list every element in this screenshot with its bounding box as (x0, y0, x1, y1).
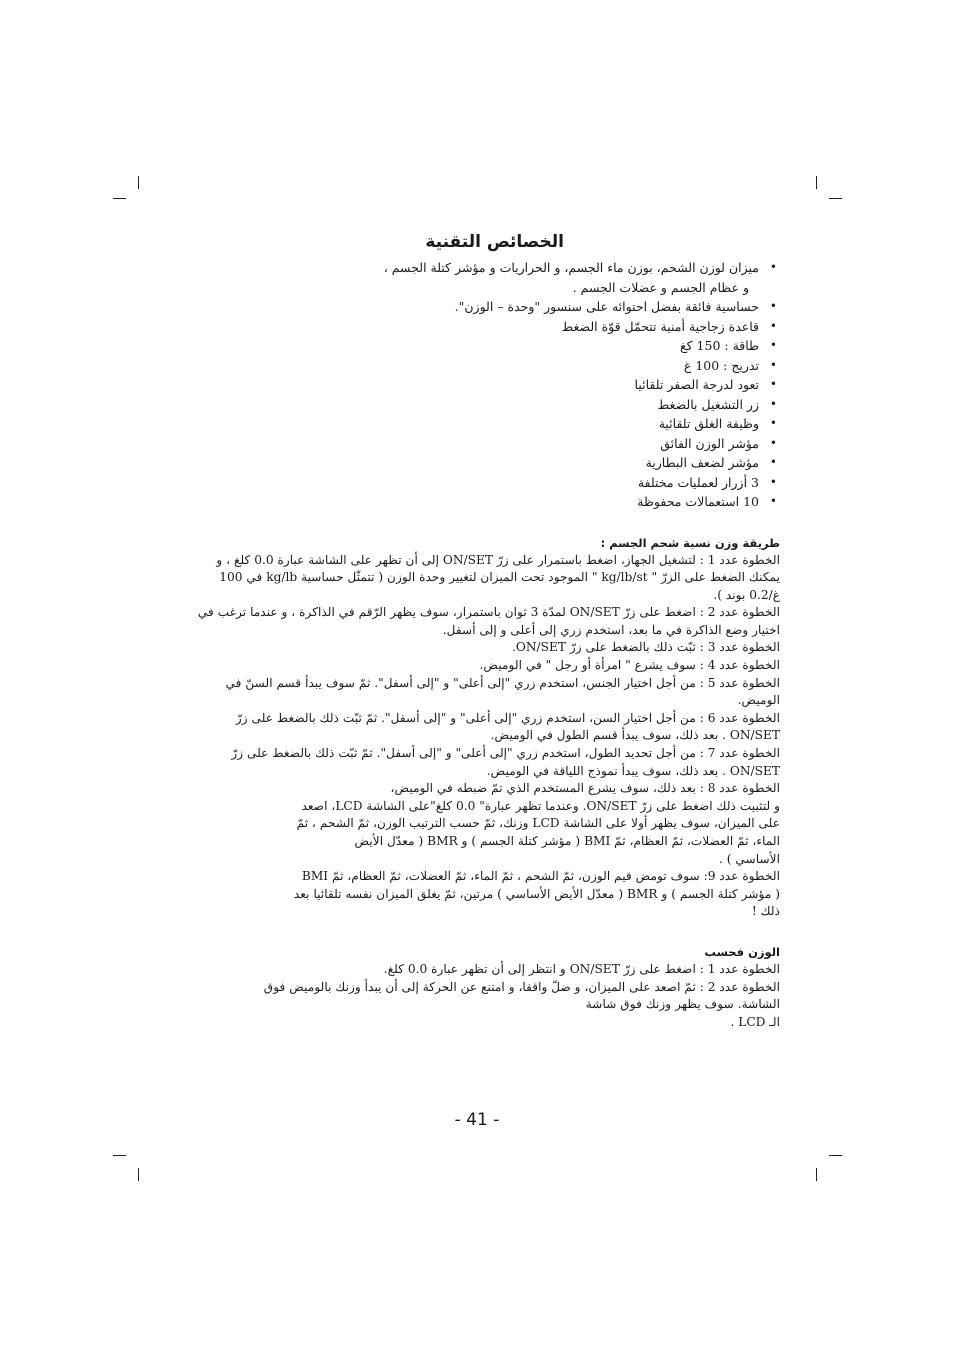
text-line: ذلك ! (751, 904, 780, 919)
crop-mark-bottom-left-vertical (138, 1168, 139, 1181)
text-line: و لتثبيت ذلك اضغط على زرّ ON/SET. وعندما تظهر عبارة" 0.0 كلغ"على الشاشة LCD، اصعد (301, 798, 780, 813)
page-content (190, 232, 780, 1031)
page-number: - 41 - (454, 1110, 500, 1130)
feature-item: • زر التشغيل بالضغط (190, 395, 780, 415)
text-line: الخطوة عدد 4 : سوف يشرع " امرأة أو رجل " في الوميض. (479, 658, 780, 673)
crop-mark-top-right-horizontal (829, 198, 842, 199)
section-weight-only-text (190, 961, 780, 1031)
crop-mark-top-right-vertical (816, 176, 817, 189)
feature-continuation: و عظام الجسم و عضلات الجسم . (572, 279, 749, 295)
crop-mark-bottom-left-horizontal (113, 1155, 126, 1156)
text-line: الشاشة. سوف يظهر وزنك فوق شاشة (585, 997, 780, 1012)
crop-mark-top-left-horizontal (113, 198, 126, 199)
text-line: الخطوة عدد 1 : لتشغيل الجهاز، اضغط باستمرار على زرّ ON/SET إلى أن تظهر على الشاشة عبارة 0.0 كلغ ، و (216, 552, 780, 567)
text-line: على الميزان، سوف يظهر أولا على الشاشة LCD وزنك، ثمّ حسب الترتيب الوزن، ثمّ الشحم ، ثمّ (296, 816, 780, 831)
page-title: الخصائص التقنية (425, 232, 564, 252)
crop-mark-bottom-right-vertical (816, 1168, 817, 1181)
section-heading-weight-only: الوزن فحسب (704, 944, 780, 959)
text-line: الخطوة عدد 9: سوف تومض قيم الوزن، ثمّ الشحم ، ثمّ الماء، ثمّ العضلات، ثمّ العظام، ثمّ BMI (301, 869, 780, 884)
crop-mark-top-left-vertical (138, 176, 139, 189)
feature-item: • 3 أزرار لعمليات مختلفة (190, 473, 780, 493)
feature-item (190, 258, 780, 297)
text-line: الأساسي ) . (718, 851, 780, 866)
section-heading-body-fat: طريقة وزن نسبة شحم الجسم : (600, 535, 780, 550)
text-line: الخطوة عدد 5 : من أجل اختيار الجنس، استخدم زري "إلى أعلى" و "إلى أسفل". ثمّ سوف يبدأ قسم السنّ في الوميض. (225, 675, 780, 708)
feature-item: • مؤشر الوزن الفائق (190, 434, 780, 454)
text-line: ( مؤشر كتلة الجسم ) و BMR ( معدّل الأيض الأساسي ) مرتين، ثمّ يغلق الميزان نفسه تلقائيا بعد (293, 886, 780, 901)
text-line: غ/0.2 بوند ). (713, 587, 780, 602)
text-line: الخطوة عدد 2 : ثمّ اصعد على الميزان، و ضلّ واقفا، و امتنع عن الحركة إلى أن يبدأ وزنك بالوميض فوق (263, 979, 780, 994)
feature-item: • تعود لدرجة الصفر تلقائيا (190, 375, 780, 395)
text-line: الخطوة عدد 8 : بعد ذلك، سوف يشرع المستخدم الذي تمّ ضبطه في الوميض، (390, 781, 780, 796)
feature-item: • حساسية فائقة بفضل احتوائه على سنسور "وحدة – الوزن". (190, 297, 780, 317)
crop-mark-bottom-right-horizontal (829, 1155, 842, 1156)
feature-item: • مؤشر لضعف البطارية (190, 453, 780, 473)
text-line: يمكنك الضغط على الزرّ " kg/lb/st " الموجود تحت الميزان لتغيير وحدة الوزن ( تتمثّل حساسية kg/lb في 100 (219, 570, 780, 585)
section-body-fat-text (190, 552, 780, 921)
text-line: الخطوة عدد 7 : من أجل تحديد الطول، استخدم زري "إلى أعلى" و "إلى أسفل". ثمّ ثبّت ذلك بالضغط على زرّ (231, 746, 780, 761)
text-line: الماء، ثمّ العضلات، ثمّ العظام، ثمّ BMI ( مؤشر كتلة الجسم ) و BMR ( معدّل الأيض (354, 834, 780, 848)
feature-item: • وظيفة الغلق تلقائية (190, 414, 780, 434)
text-line: الـ LCD . (730, 1014, 780, 1029)
feature-item: • تدريج : 100 غ (190, 356, 780, 376)
feature-item: • قاعدة زجاجية أمنية تتحمّل قوّة الضغط (190, 317, 780, 337)
text-line: الخطوة عدد 2 : اضغط على زرّ ON/SET لمدّة 3 ثوان باستمرار، سوف يظهر الرّقم في الذاكرة ، و عندما ترغب في (197, 605, 780, 620)
feature-item: • طاقة : 150 كغ (190, 336, 780, 356)
text-line: الخطوة عدد 3 : ثبّت ذلك بالضغط على زرّ ON/SET. (511, 640, 780, 655)
text-line: اختيار وضع الذاكرة في ما بعد، استخدم زري إلى أعلى و إلى أسفل. (442, 622, 780, 637)
features-list (190, 258, 780, 512)
text-line: ON/SET . بعد ذلك، سوف يبدأ نموذج اللياقة في الوميض. (486, 763, 780, 778)
feature-item: • 10 استعمالات محفوظة (190, 492, 780, 512)
text-line: ON/SET . بعد ذلك، سوف يبدأ قسم الطول في الوميض. (490, 728, 780, 743)
text-line: الخطوة عدد 1 : اضغط على زرّ ON/SET و انتظر إلى أن تظهر عبارة 0.0 كلغ. (383, 961, 780, 976)
text-line: الخطوة عدد 6 : من أجل اختيار السن، استخدم زري "إلى أعلى" و "إلى أسفل". ثمّ ثبّت ذلك بالضغط على زرّ (235, 710, 780, 725)
feature-text: ميزان لوزن الشحم، بوزن ماء الجسم، و الحراريات و مؤشر كتلة الجسم ، (383, 260, 759, 275)
